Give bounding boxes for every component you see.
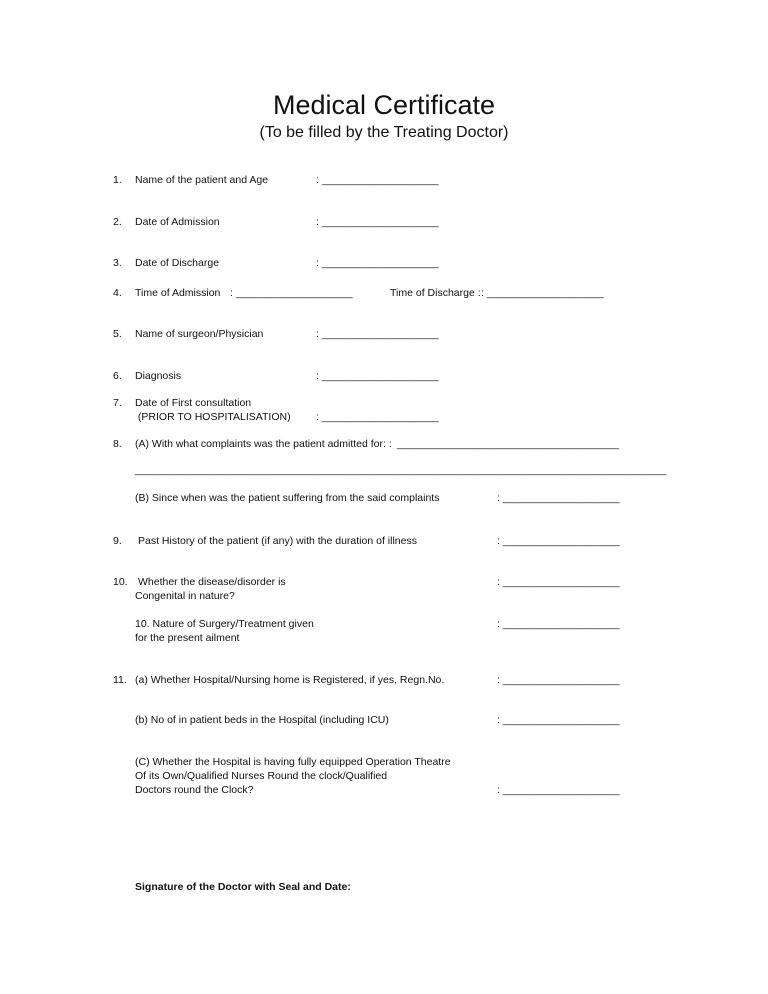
field-label-complaints-since: (B) Since when was the patient suffering from the said complaints — [135, 492, 440, 504]
field-label-surgeon: Name of surgeon/Physician — [135, 328, 264, 340]
field-label-hospital-registered: (a) Whether Hospital/Nursing home is Registered, if yes, Regn.No. — [135, 674, 445, 686]
blank-hospital-registered[interactable]: : ____________________ — [497, 674, 620, 686]
item-number: 5. — [113, 328, 122, 340]
page-title: Medical Certificate — [272, 90, 496, 120]
item-number: 9. — [113, 535, 122, 547]
item-number: 8. — [113, 438, 122, 450]
blank-congenital[interactable]: : ____________________ — [497, 576, 620, 588]
signature-label: Signature of the Doctor with Seal and Date: — [135, 881, 351, 893]
field-label-date-discharge: Date of Discharge — [135, 257, 220, 269]
item-number: 11. — [113, 674, 127, 686]
field-label-present-ailment: for the present ailment — [135, 632, 240, 644]
field-label-patient-beds: (b) No of in patient beds in the Hospital (including ICU) — [135, 714, 389, 726]
field-label-surgery-treatment: 10. Nature of Surgery/Treatment given — [135, 618, 314, 630]
blank-complaints[interactable]: ______________________________________ — [397, 438, 619, 450]
blank-patient-name-age[interactable]: : ____________________ — [316, 174, 439, 186]
blank-complaints-continued[interactable]: ___________________________________________________________________________________________ — [135, 464, 667, 476]
blank-patient-beds[interactable]: : ____________________ — [497, 714, 620, 726]
item-number: 2. — [113, 216, 122, 228]
field-label-complaints: (A) With what complaints was the patient admitted for: : — [135, 438, 392, 450]
field-label-congenital-nature: Congenital in nature? — [135, 590, 235, 602]
blank-diagnosis[interactable]: : ____________________ — [316, 370, 439, 382]
item-number: 1. — [113, 174, 122, 186]
item-number: 6. — [113, 370, 122, 382]
field-label-qualified-doctors: Doctors round the Clock? — [135, 784, 254, 796]
item-number: 10. — [113, 576, 128, 588]
blank-first-consultation[interactable]: : ____________________ — [316, 411, 439, 423]
blank-complaints-since[interactable]: : ____________________ — [497, 492, 620, 504]
field-label-qualified-nurses: Of its Own/Qualified Nurses Round the clock/Qualified — [135, 770, 388, 782]
page-subtitle: (To be filled by the Treating Doctor) — [259, 124, 509, 141]
field-label-time-discharge: Time of Discharge : — [390, 287, 481, 299]
field-label-congenital: Whether the disease/disorder is — [138, 576, 286, 588]
field-label-first-consultation: Date of First consultation — [135, 397, 252, 409]
blank-time-admission[interactable]: : ____________________ — [230, 287, 353, 299]
item-number: 7. — [113, 397, 122, 409]
blank-surgery-treatment[interactable]: : ____________________ — [497, 618, 620, 630]
field-label-date-admission: Date of Admission — [135, 216, 220, 228]
field-label-past-history: Past History of the patient (if any) with the duration of illness — [138, 535, 417, 547]
item-number: 4. — [113, 287, 122, 299]
field-label-operation-theatre: (C) Whether the Hospital is having fully equipped Operation Theatre — [135, 756, 451, 768]
blank-past-history[interactable]: : ____________________ — [497, 535, 620, 547]
field-label-prior-hospitalisation: (PRIOR TO HOSPITALISATION) — [135, 411, 291, 423]
blank-hospital-facilities[interactable]: : ____________________ — [497, 784, 620, 796]
blank-time-discharge[interactable]: : ____________________ — [481, 287, 604, 299]
field-label-diagnosis: Diagnosis — [135, 370, 182, 382]
field-label-patient-name-age: Name of the patient and Age — [135, 174, 269, 186]
blank-surgeon[interactable]: : ____________________ — [316, 328, 439, 340]
item-number: 3. — [113, 257, 122, 269]
field-label-time-admission: Time of Admission — [135, 287, 221, 299]
blank-date-discharge[interactable]: : ____________________ — [316, 257, 439, 269]
blank-date-admission[interactable]: : ____________________ — [316, 216, 439, 228]
